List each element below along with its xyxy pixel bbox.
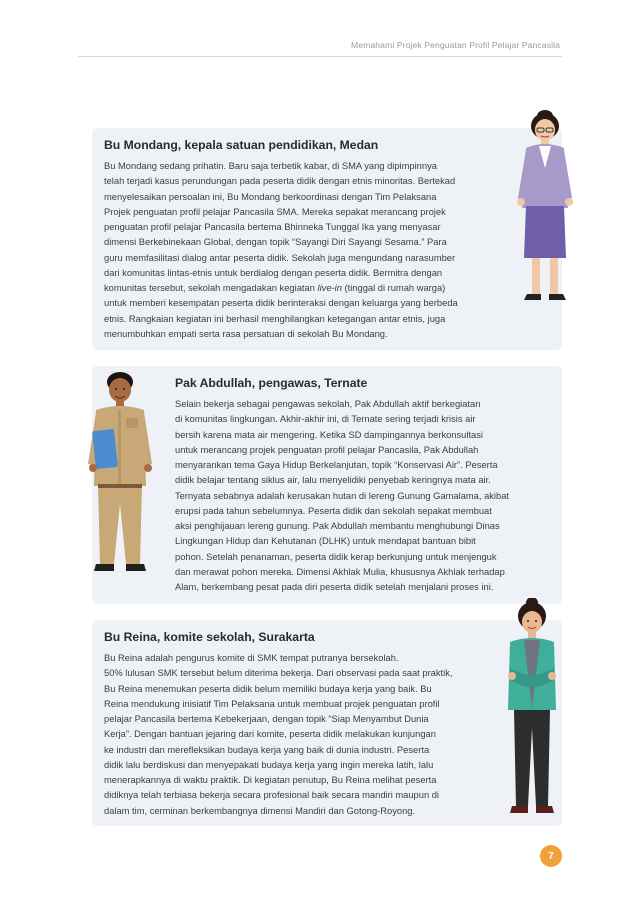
text-line: didik lalu berdiskusi dan menyepakati budaya kerja yang ingin mereka latih, lalu — [104, 759, 434, 770]
text-line: Kerja”. Dengan bantuan jejaring dari komite, peserta didik melakukan kunjungan — [104, 729, 436, 740]
text-line: dimensi Berkebinekaan Global, dengan topik “Sayangi Diri Sayangi Sesama.” Para — [104, 237, 447, 248]
text-line: Projek penguatan profil pelajar Pancasila SMA. Mereka sepakat merancang projek — [104, 206, 446, 217]
case-card-reina — [92, 620, 562, 826]
case-card-mondang — [92, 128, 562, 350]
text-line: pelajar Pancasila bertema Kebekerjaan, dengan topik “Siap Menyambut Dunia — [104, 714, 429, 724]
text-line: menerapkannya di waktu praktik. Di kegiatan penutup, Bu Reina melihat peserta — [104, 775, 437, 785]
header-rule — [78, 56, 562, 57]
text-line: untuk memberi kesempatan peserta didik berinteraksi dengan keluarga yang berbeda — [104, 298, 458, 309]
card-title-abdullah: Pak Abdullah, pengawas, Ternate — [175, 376, 368, 390]
text-line: dan merawat pohon mereka. Dimensi Akhlak Mulia, khususnya Akhlak terhadap — [175, 566, 505, 577]
text-line: Lingkungan Hidup dan Kehutanan (DLHK) untuk mendapat bantuan bibit — [175, 536, 476, 547]
page-number-badge: 7 — [540, 845, 562, 867]
text-line: Ternyata sebabnya adalah kerusakan hutan di lereng Gunung Gamalama, akibat — [175, 490, 509, 501]
text-segment: (tinggal di rumah warga) — [344, 283, 446, 293]
text-line — [104, 281, 508, 296]
text-line: untuk merancang projek penguatan profil pelajar Pancasila, Pak Abdullah — [175, 444, 479, 455]
card-body-abdullah — [175, 397, 555, 595]
running-header: Memahami Projek Penguatan Profil Pelajar Pancasila — [351, 40, 560, 50]
text-segment: komunitas tersebut, sekolah mengadakan kegiatan — [104, 283, 315, 293]
woman-principal-illustration — [510, 108, 580, 313]
text-line: di komunitas lingkungan. Akhir-akhir ini, di Ternate sering terjadi krisis air — [175, 414, 476, 425]
case-card-abdullah — [92, 366, 562, 604]
card-body-reina — [104, 651, 484, 819]
live-in-term: live-in — [317, 283, 342, 293]
text-line: Reina mendukung inisiatif Tim Pelaksana untuk membuat projek penguatan profil — [104, 698, 440, 709]
text-line: dalam tim, cerminan berkembangnya dimensi Mandiri dan Gotong-Royong. — [104, 805, 416, 816]
text-line: etnis. Rangkaian kegiatan ini berhasil menghilangkan ketegangan antar etnis, juga — [104, 313, 446, 324]
text-line: Alam, berkembang pesat pada diri peserta didik setelah menjalani proses ini. — [175, 582, 494, 592]
card-body-mondang — [104, 159, 508, 342]
text-line: aksi penghijauan lereng gunung. Pak Abdullah membantu menghubungi Dinas — [175, 521, 500, 531]
text-line: guru memfasilitasi dialog antar peserta didik. Sekolah juga mengundang narasumber — [104, 252, 456, 263]
text-line: pohon. Setelah penanaman, peserta didik kerap berkunjung untuk menjenguk — [175, 551, 497, 562]
text-line: didiknya telah terbiasa bekerja secara profesional baik secara mandiri maupun di — [104, 790, 440, 801]
text-line: Selain bekerja sebagai pengawas sekolah, Pak Abdullah aktif berkegiatan — [175, 399, 481, 409]
text-line: dari komunitas lintas-etnis untuk berdialog dengan peserta didik. Bermitra dengan — [104, 267, 443, 278]
woman-committee-illustration — [498, 598, 566, 823]
text-line: Bu Mondang sedang prihatin. Baru saja terbetik kabar, di SMA yang dipimpinnya — [104, 161, 437, 171]
card-title-reina: Bu Reina, komite sekolah, Surakarta — [104, 630, 315, 644]
text-line: Bu Reina menemukan peserta didik belum memiliki budaya kerja yang baik. Bu — [104, 683, 432, 694]
text-line: menyelesaikan persoalan ini, Bu Mondang berkoordinasi dengan Tim Pelaksana — [104, 191, 437, 202]
text-line: telah terjadi kasus perundungan pada peserta didik dengan etnis minoritas. Bertekad — [104, 176, 456, 187]
text-line: ke industri dan merefleksikan budaya kerja yang baik di dunia industri. Peserta — [104, 744, 430, 755]
text-line: penguatan profil pelajar Pancasila bertema Bhinneka Tunggal Ika yang menyasar — [104, 222, 441, 232]
card-title-mondang: Bu Mondang, kepala satuan pendidikan, Medan — [104, 138, 379, 152]
man-supervisor-illustration — [82, 368, 158, 578]
text-line: 50% lulusan SMK tersebut belum diterima bekerja. Dari observasi pada saat praktik, — [104, 668, 453, 679]
text-line: bersih karena mata air mengering. Ketika SD dampingannya berkonsultasi — [175, 429, 483, 440]
text-line: didik belajar tentang siklus air, lalu menyelidiki penyebab keringnya mata air. — [175, 475, 491, 486]
text-line: Bu Reina adalah pengurus komite di SMK tempat putranya bersekolah. — [104, 653, 399, 663]
text-line: erupsi pada tahun sebelumnya. Peserta didik dan sekolah sepakat membuat — [175, 505, 492, 516]
text-line: menyarankan tema Gaya Hidup Berkelanjutan, topik “Konservasi Air”. Peserta — [175, 460, 498, 470]
text-line: menumbuhkan empati serta rasa persatuan di sekolah Bu Mondang. — [104, 328, 388, 339]
